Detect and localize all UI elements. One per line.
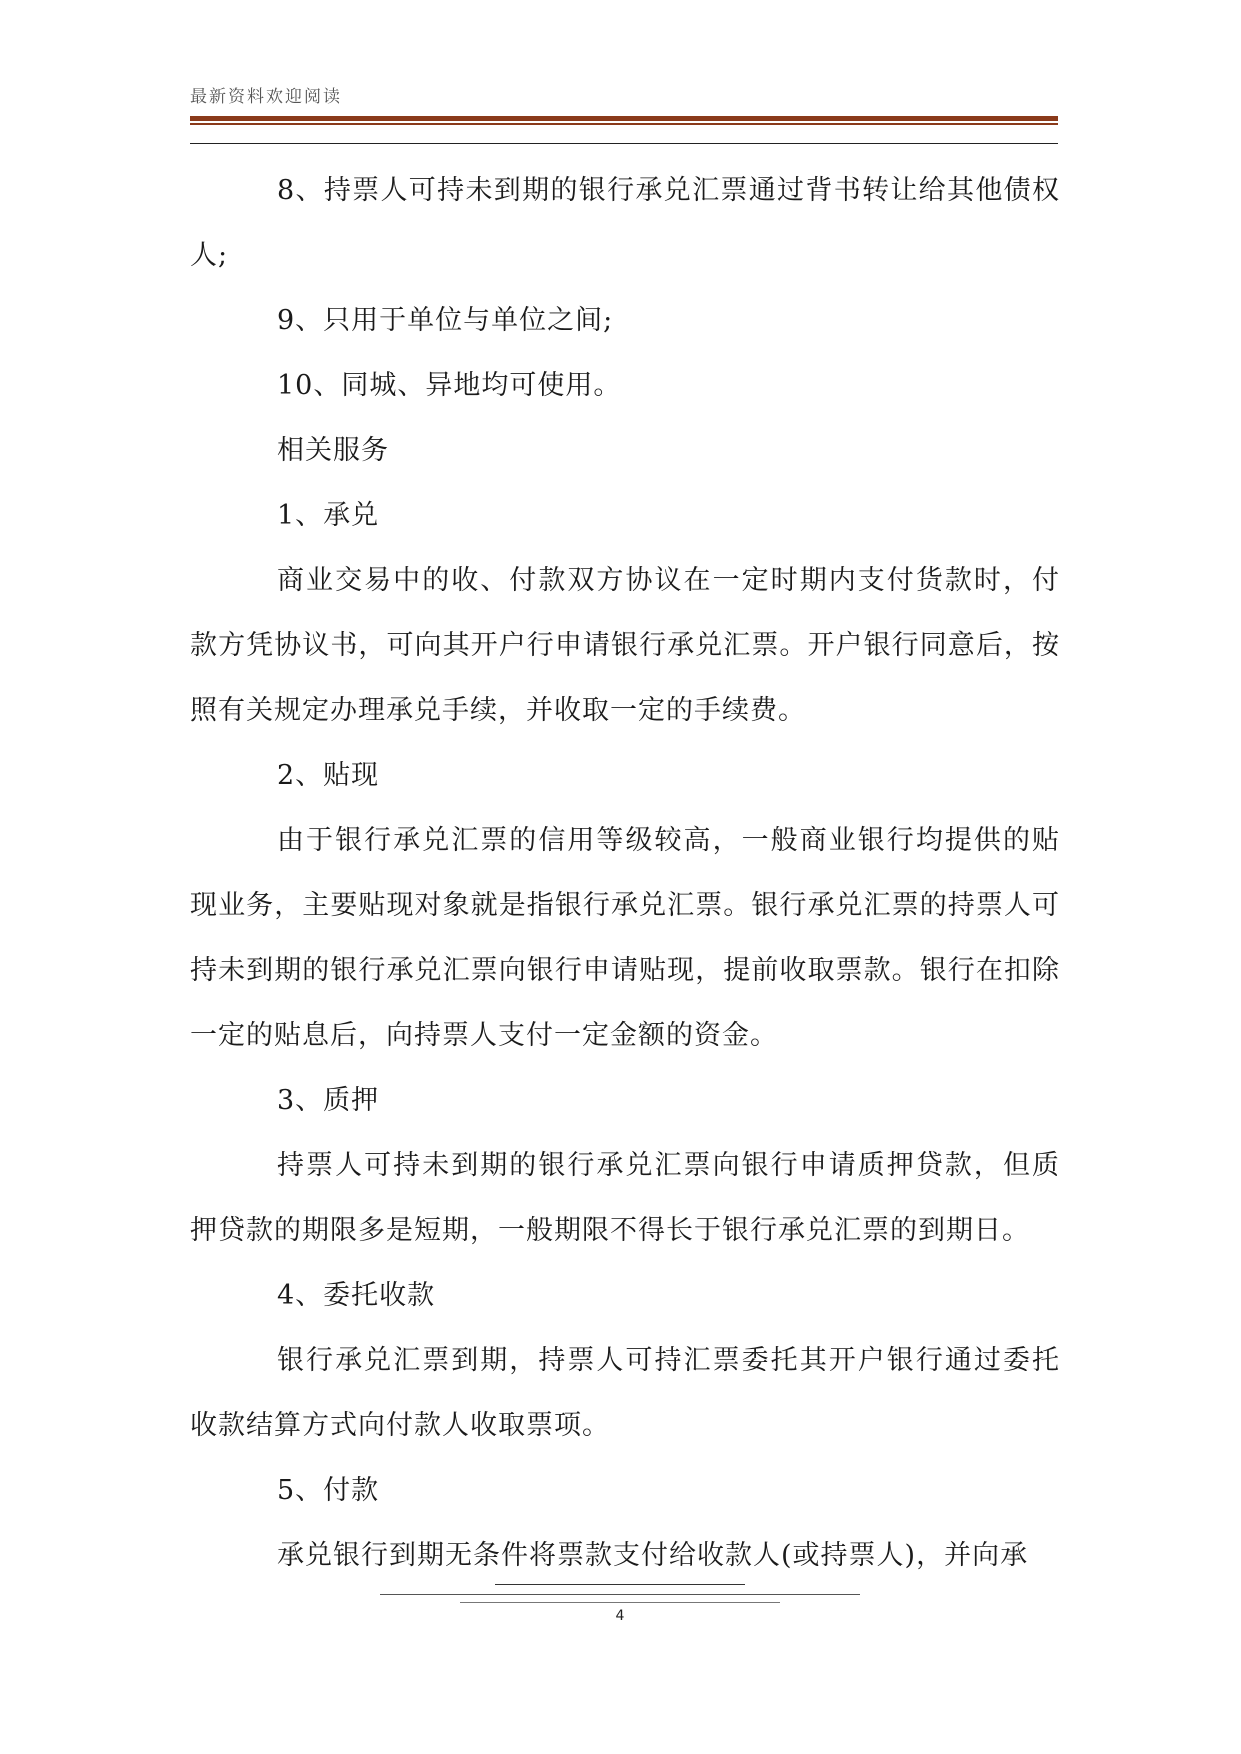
paragraph-item-10: 10、同城、异地均可使用。 <box>277 370 622 401</box>
footer-rule-lower <box>460 1602 780 1603</box>
paragraph-item-8: 8、持票人可持未到期的银行承兑汇票通过背书转让给其他债权人; <box>190 175 1060 271</box>
header-underline <box>190 143 1058 144</box>
paragraph-pledge: 持票人可持未到期的银行承兑汇票向银行申请质押贷款，但质押贷款的期限多是短期，一般期限不得长于银行承兑汇票的到期日。 <box>190 1150 1060 1246</box>
paragraph-payment: 承兑银行到期无条件将票款支付给收款人(或持票人)，并向承 <box>277 1540 1029 1571</box>
paragraph-acceptance: 商业交易中的收、付款双方协议在一定时期内支付货款时，付款方凭协议书，可向其开户行申请银行承兑汇票。开户银行同意后，按照有关规定办理承兑手续，并收取一定的手续费。 <box>190 565 1060 726</box>
header-rule-thin <box>190 123 1058 125</box>
subheading-payment: 5、付款 <box>277 1475 380 1506</box>
header-title: 最新资料欢迎阅读 <box>190 87 342 107</box>
subheading-collection: 4、委托收款 <box>277 1280 436 1311</box>
section-heading-related-services: 相关服务 <box>277 435 389 466</box>
subheading-acceptance: 1、承兑 <box>277 500 380 531</box>
page-number: 4 <box>615 1608 625 1624</box>
subheading-discount: 2、贴现 <box>277 760 380 791</box>
page-header <box>190 86 1058 125</box>
paragraph-discount: 由于银行承兑汇票的信用等级较高，一般商业银行均提供的贴现业务，主要贴现对象就是指银行承兑汇票。银行承兑汇票的持票人可持未到期的银行承兑汇票向银行申请贴现，提前收取票款。银行在扣除一定的贴息后，向持票人支付一定金额的资金。 <box>190 825 1060 1051</box>
document-body <box>190 158 1060 1588</box>
footer-rule-outer <box>380 1594 860 1595</box>
header-rule-thick <box>190 116 1058 121</box>
footer-rule-inner <box>495 1584 745 1585</box>
paragraph-item-9: 9、只用于单位与单位之间; <box>277 305 614 336</box>
subheading-pledge: 3、质押 <box>277 1085 380 1116</box>
paragraph-collection: 银行承兑汇票到期，持票人可持汇票委托其开户银行通过委托收款结算方式向付款人收取票项。 <box>190 1345 1060 1441</box>
